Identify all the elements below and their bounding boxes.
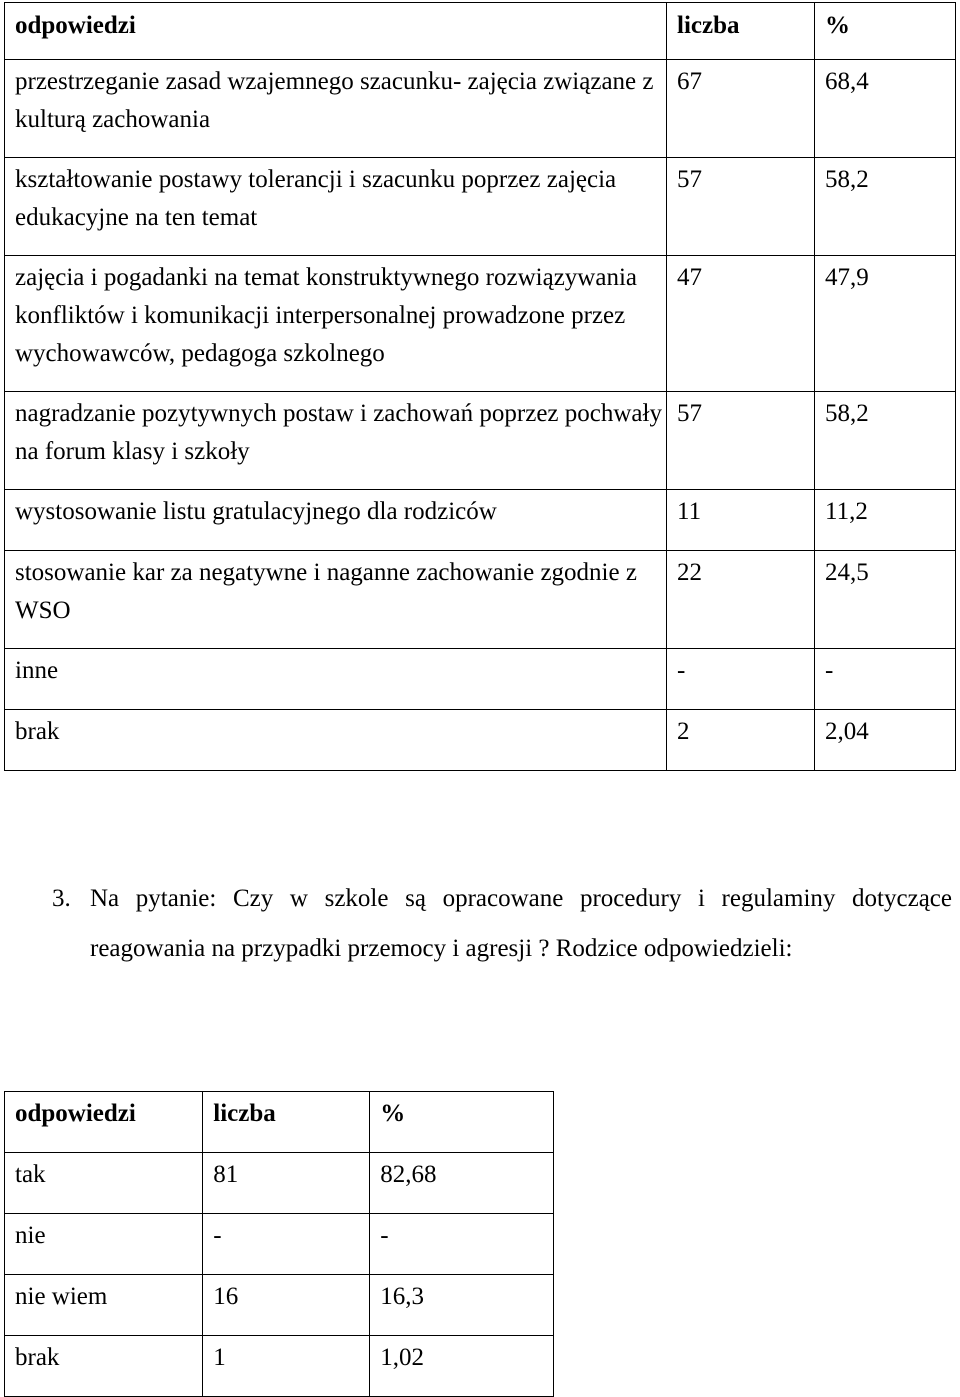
count-cell: 22 xyxy=(667,551,815,649)
percent-cell: 2,04 xyxy=(815,710,956,771)
answer-cell: brak xyxy=(5,710,667,771)
question-paragraph xyxy=(52,874,952,974)
count-cell: 57 xyxy=(667,392,815,490)
table-row xyxy=(5,60,956,158)
header-count: liczba xyxy=(667,3,815,60)
table-row xyxy=(5,710,956,771)
percent-cell: 68,4 xyxy=(815,60,956,158)
count-cell: - xyxy=(667,649,815,710)
header-answers: odpowiedzi xyxy=(5,3,667,60)
count-cell: 57 xyxy=(667,158,815,256)
answer-cell: stosowanie kar za negatywne i naganne zachowanie zgodnie z WSO xyxy=(5,551,667,649)
percent-cell: 82,68 xyxy=(370,1153,554,1214)
percent-cell: 58,2 xyxy=(815,392,956,490)
table-row xyxy=(5,551,956,649)
percent-cell: - xyxy=(370,1214,554,1275)
table-row xyxy=(5,490,956,551)
percent-cell: 47,9 xyxy=(815,256,956,392)
percent-cell: 58,2 xyxy=(815,158,956,256)
percent-cell: - xyxy=(815,649,956,710)
header-count: liczba xyxy=(203,1092,370,1153)
procedures-table xyxy=(4,1091,554,1397)
table-row xyxy=(5,1153,554,1214)
percent-cell: 16,3 xyxy=(370,1275,554,1336)
table-row xyxy=(5,392,956,490)
answer-cell: przestrzeganie zasad wzajemnego szacunku- zajęcia związane z kulturą zachowania xyxy=(5,60,667,158)
table-row xyxy=(5,1275,554,1336)
count-cell: 16 xyxy=(203,1275,370,1336)
percent-cell: 11,2 xyxy=(815,490,956,551)
question-text: Na pytanie: Czy w szkole są opracowane procedury i regulaminy dotyczące reagowania na przypadki przemocy i agresji ? Rodzice odpowiedzieli: xyxy=(90,885,952,962)
table-row xyxy=(5,1214,554,1275)
count-cell: 11 xyxy=(667,490,815,551)
count-cell: 1 xyxy=(203,1336,370,1397)
table-row xyxy=(5,649,956,710)
count-cell: 2 xyxy=(667,710,815,771)
percent-cell: 1,02 xyxy=(370,1336,554,1397)
table-row xyxy=(5,256,956,392)
answer-cell: wystosowanie listu gratulacyjnego dla rodziców xyxy=(5,490,667,551)
measures-table xyxy=(4,2,956,771)
count-cell: 47 xyxy=(667,256,815,392)
count-cell: 67 xyxy=(667,60,815,158)
header-percent: % xyxy=(815,3,956,60)
question-number: 3. xyxy=(52,885,71,912)
answer-cell: nie wiem xyxy=(5,1275,203,1336)
answer-cell: inne xyxy=(5,649,667,710)
table-row xyxy=(5,158,956,256)
table-header-row xyxy=(5,3,956,60)
answer-cell: nagradzanie pozytywnych postaw i zachowań poprzez pochwały na forum klasy i szkoły xyxy=(5,392,667,490)
header-percent: % xyxy=(370,1092,554,1153)
answer-cell: nie xyxy=(5,1214,203,1275)
count-cell: - xyxy=(203,1214,370,1275)
answer-cell: zajęcia i pogadanki na temat konstruktywnego rozwiązywania konfliktów i komunikacji interpersonalnej prowadzone przez wychowawców, pedagoga szkolnego xyxy=(5,256,667,392)
table-row xyxy=(5,1336,554,1397)
header-answers: odpowiedzi xyxy=(5,1092,203,1153)
percent-cell: 24,5 xyxy=(815,551,956,649)
count-cell: 81 xyxy=(203,1153,370,1214)
table-header-row xyxy=(5,1092,554,1153)
answer-cell: brak xyxy=(5,1336,203,1397)
answer-cell: tak xyxy=(5,1153,203,1214)
answer-cell: kształtowanie postawy tolerancji i szacunku poprzez zajęcia edukacyjne na ten temat xyxy=(5,158,667,256)
